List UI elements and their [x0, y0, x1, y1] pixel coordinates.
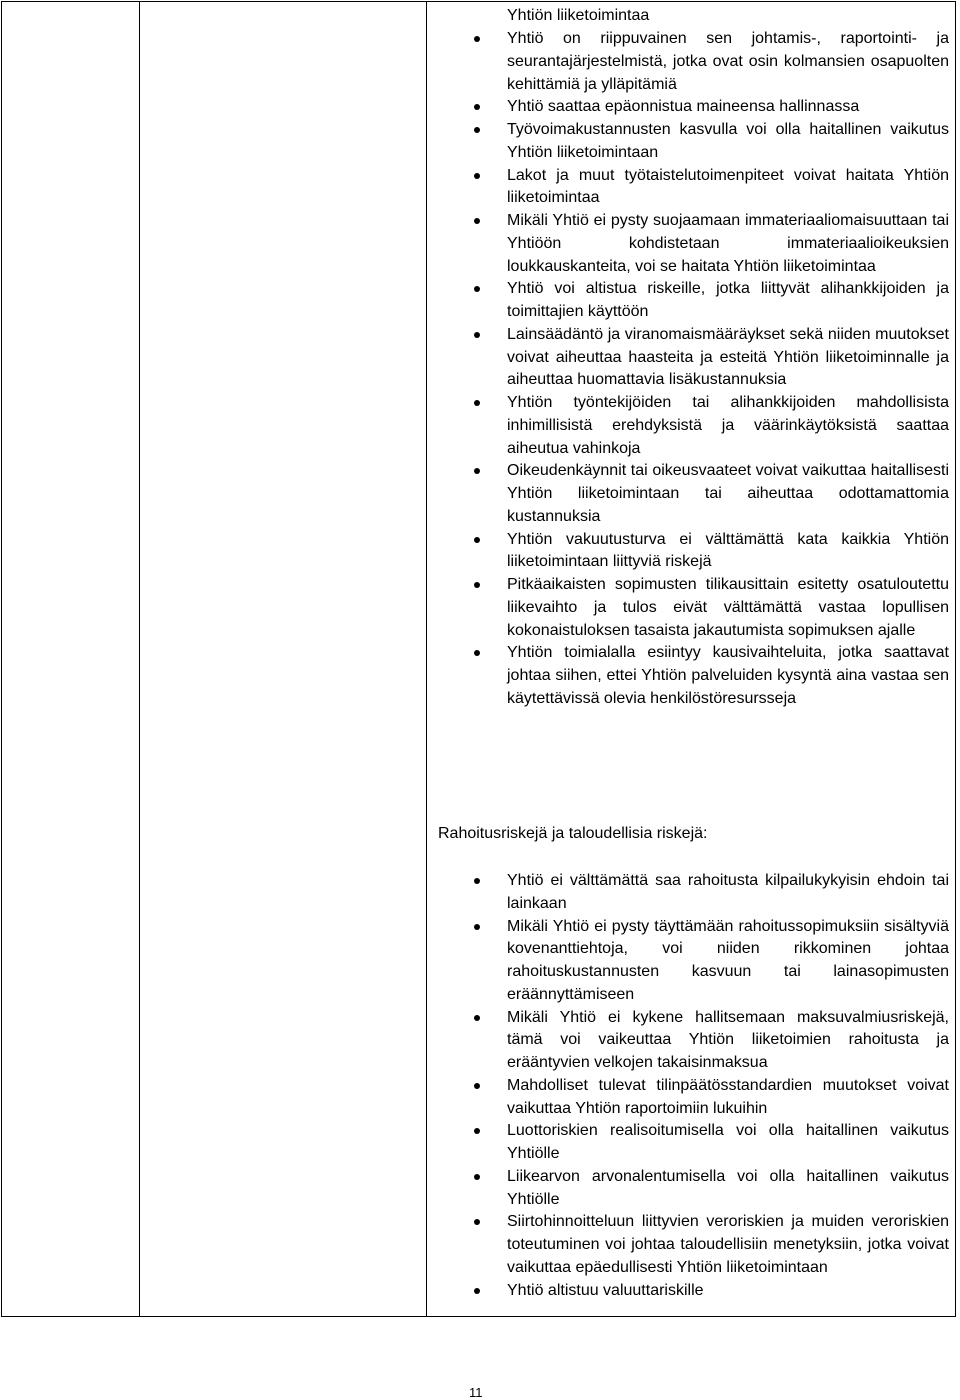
- list-item: Luottoriskien realisoitumisella voi olla haitallinen vaikutus Yhtiölle: [507, 1120, 949, 1166]
- list-item: Mahdolliset tulevat tilinpäätösstandardien muutokset voivat vaikuttaa Yhtiön raportoimiin lukuihin: [507, 1075, 949, 1121]
- section-heading-financial: Rahoitusriskejä ja taloudellisia riskejä:: [438, 825, 708, 842]
- list-item: Yhtiö on riippuvainen sen johtamis-, raportointi- ja seurantajärjestelmistä, jotka ovat osin kolmansien osapuolten kehittämiä ja ylläpitämiä: [507, 28, 949, 96]
- table-column-middle: [140, 2, 427, 1316]
- list-item: Mikäli Yhtiö ei pysty suojaamaan immateriaaliomaisuuttaan tai Yhtiöön kohdistetaan immateriaalioikeuksien loukkauskanteita, voi se haitata Yhtiön liiketoimintaa: [507, 210, 949, 278]
- list-item: Lainsäädäntö ja viranomaismääräykset sekä niiden muutokset voivat aiheuttaa haasteita ja esteitä Yhtiön liiketoiminnalle ja aiheuttaa huomattavia lisäkustannuksia: [507, 324, 949, 392]
- list-item: Mikäli Yhtiö ei kykene hallitsemaan maksuvalmiusriskejä, tämä voi vaikeuttaa Yhtiön liiketoimien rahoitusta ja erääntyvien velkojen takaisinmaksua: [507, 1007, 949, 1075]
- list-item: Lakot ja muut työtaistelutoimenpiteet voivat haitata Yhtiön liiketoimintaa: [507, 165, 949, 211]
- list-item: Liikearvon arvonalentumisella voi olla haitallinen vaikutus Yhtiölle: [507, 1166, 949, 1212]
- list-item: Yhtiön työntekijöiden tai alihankkijoiden mahdollisista inhimillisistä erehdyksistä ja väärinkäytöksistä saattaa aiheutua vahinkoja: [507, 392, 949, 460]
- financial-risk-list: [507, 870, 949, 1302]
- list-item: Yhtiö voi altistua riskeille, jotka liittyvät alihankkijoiden ja toimittajien käyttöön: [507, 278, 949, 324]
- document-table: [1, 1, 956, 1317]
- table-column-content: [427, 2, 955, 1316]
- list-item: Siirtohinnoitteluun liittyvien veroriskien ja muiden veroriskien toteutuminen voi johtaa taloudellisiin menetyksiin, jotka voivat vaikuttaa epäedullisesti Yhtiön liiketoimintaan: [507, 1211, 949, 1279]
- list-item: Yhtiön vakuutusturva ei välttämättä kata kaikkia Yhtiön liiketoimintaan liittyviä riskejä: [507, 529, 949, 575]
- table-column-left: [2, 2, 140, 1316]
- list-item: Pitkäaikaisten sopimusten tilikausittain esitetty osatuloutettu liikevaihto ja tulos eivät välttämättä vastaa lopullisen kokonaistuloksen tasaista jakautumista sopimuksen ajalle: [507, 574, 949, 642]
- section-heading-business: Yhtiön liiketoimintaa: [507, 7, 650, 24]
- list-item: Mikäli Yhtiö ei pysty täyttämään rahoitussopimuksiin sisältyviä kovenanttiehtoja, voi niiden rikkominen johtaa rahoituskustannusten kasvuun tai lainasopimusten eräännyttämiseen: [507, 916, 949, 1007]
- list-item: Oikeudenkäynnit tai oikeusvaateet voivat vaikuttaa haitallisesti Yhtiön liiketoimintaan tai aiheuttaa odottamattomia kustannuksia: [507, 460, 949, 528]
- list-item: Yhtiö ei välttämättä saa rahoitusta kilpailukykyisin ehdoin tai lainkaan: [507, 870, 949, 916]
- list-item: Yhtiön toimialalla esiintyy kausivaihteluita, jotka saattavat johtaa siihen, ettei Yhtiön palveluiden kysyntä aina vastaa sen käytettävissä olevia henkilöstöresursseja: [507, 642, 949, 710]
- business-risk-list: [507, 28, 949, 711]
- page-number: 11: [469, 1385, 483, 1400]
- list-item: Yhtiö saattaa epäonnistua maineensa hallinnassa: [507, 96, 949, 119]
- list-item: Yhtiö altistuu valuuttariskille: [507, 1280, 949, 1303]
- list-item: Työvoimakustannusten kasvulla voi olla haitallinen vaikutus Yhtiön liiketoimintaan: [507, 119, 949, 165]
